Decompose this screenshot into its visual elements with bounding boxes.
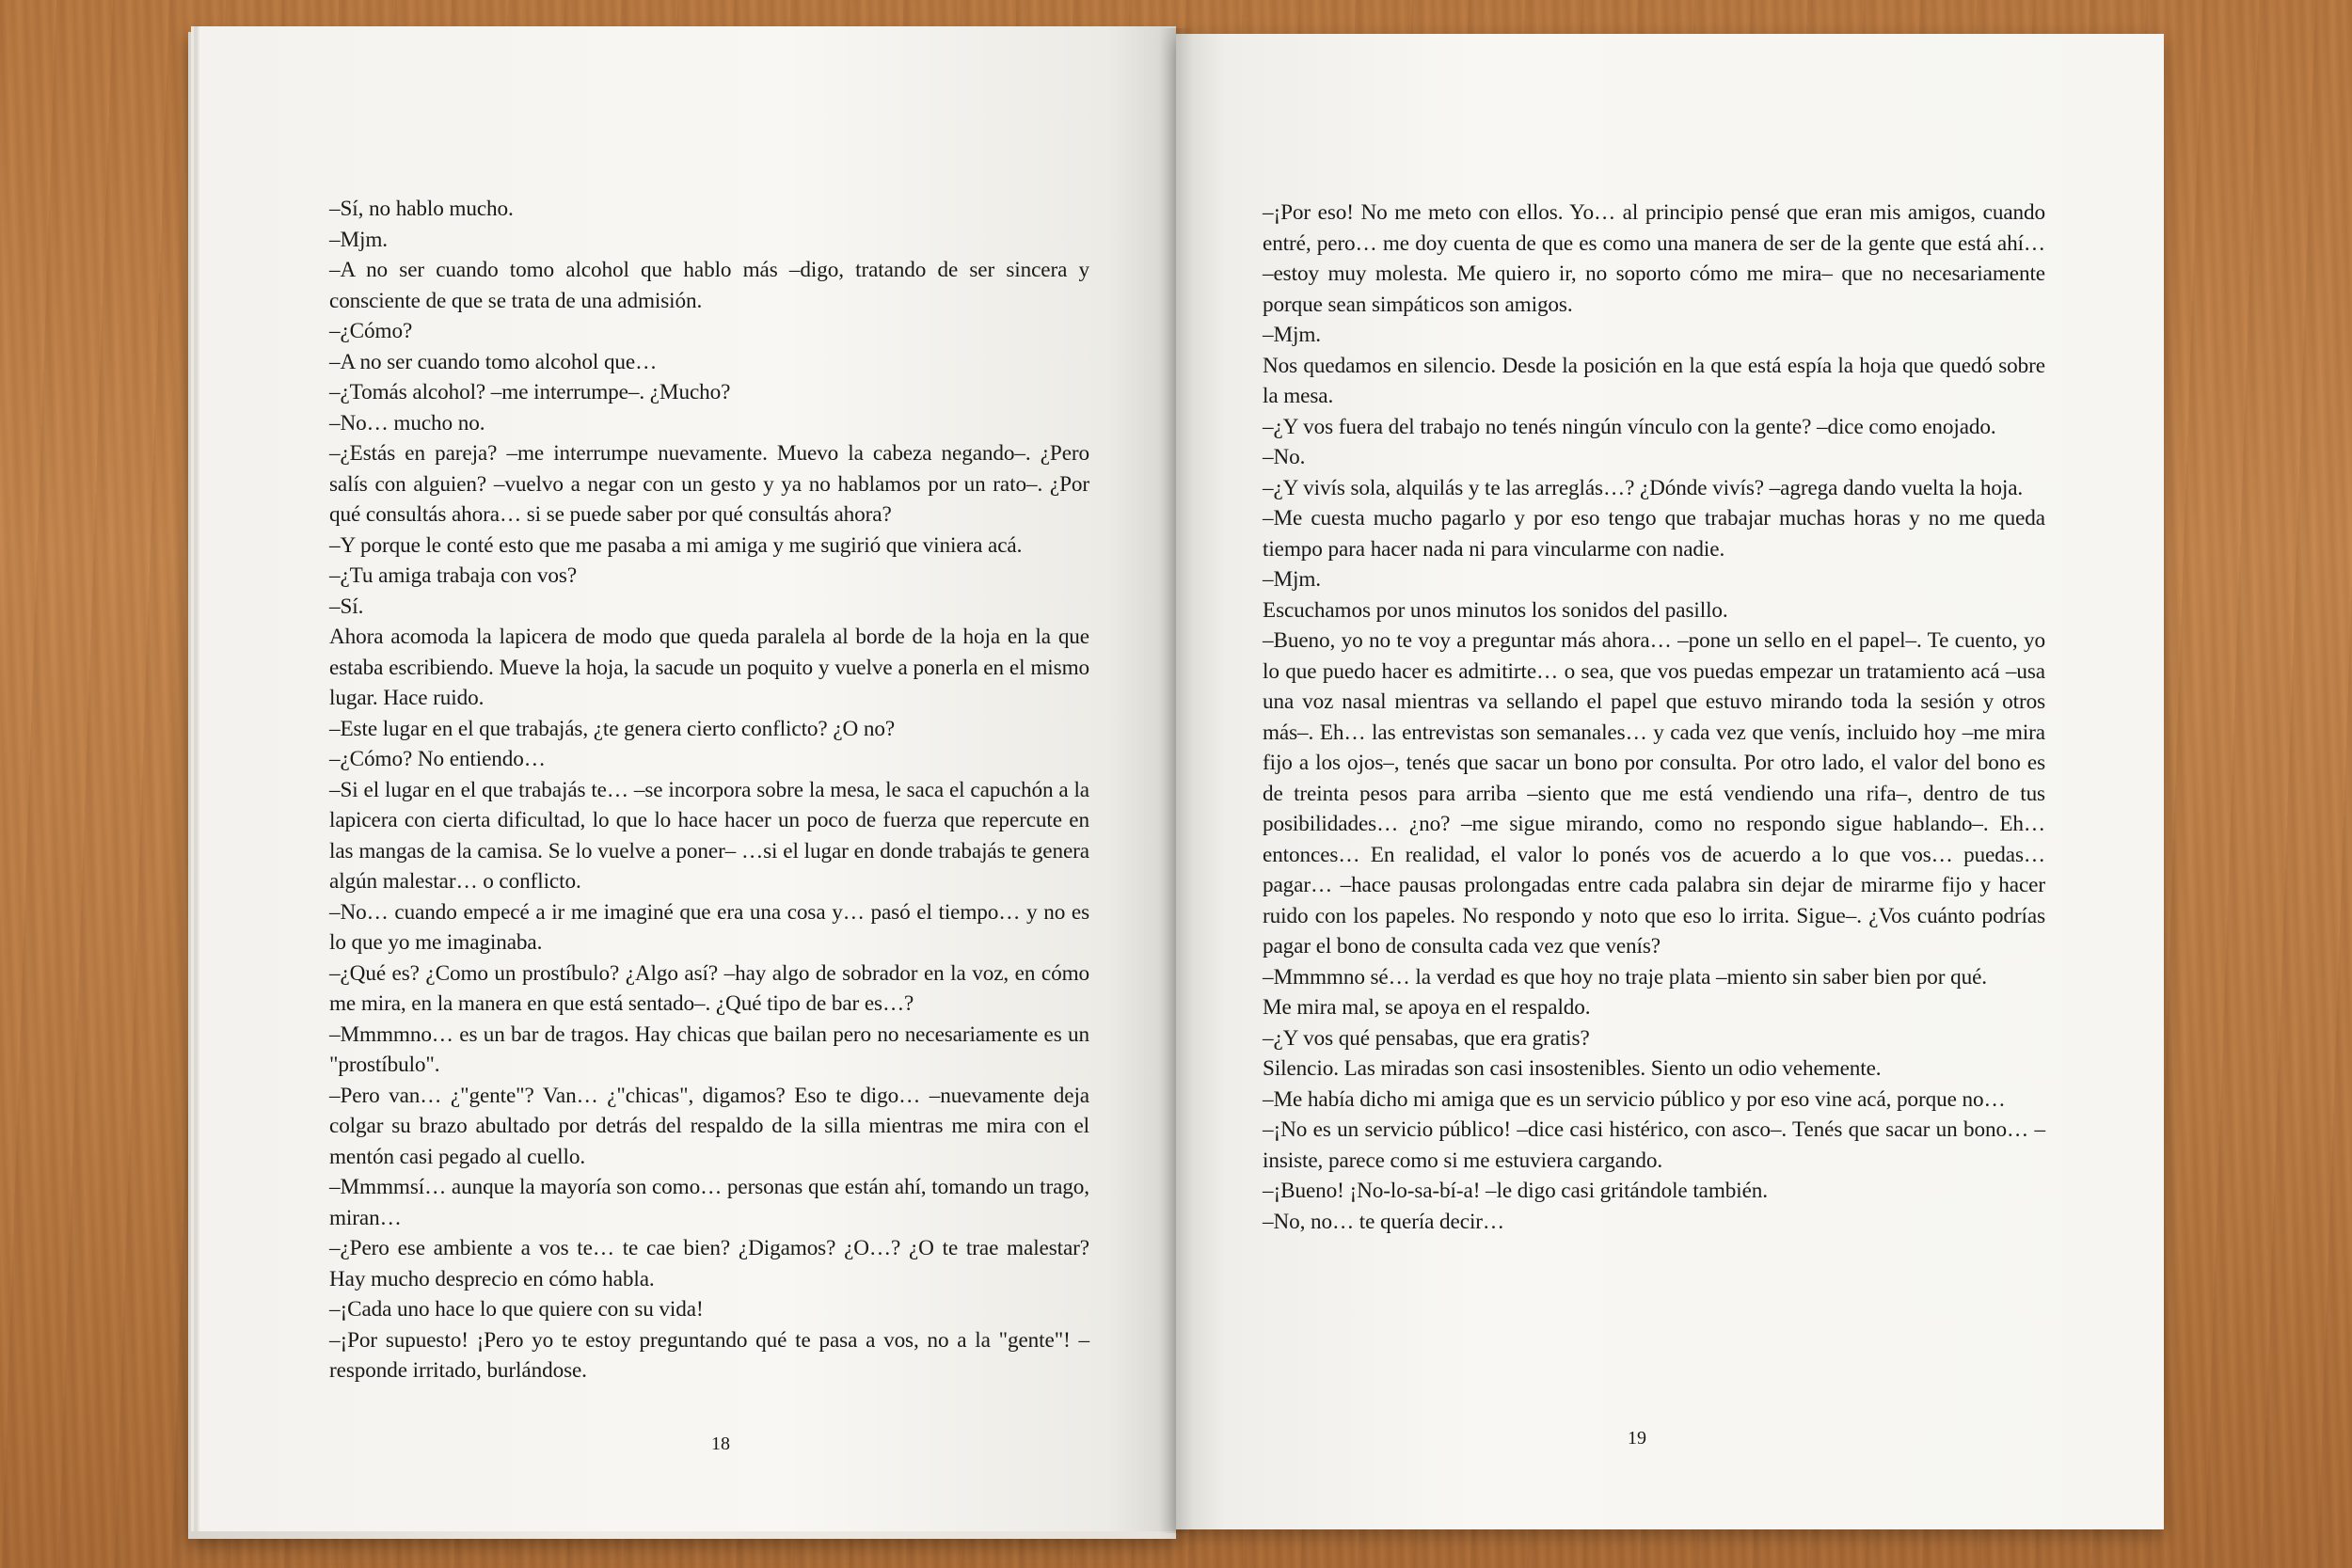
text-line: –¿Qué es? ¿Como un prostíbulo? ¿Algo así? –hay algo de sobrador en la voz, en cómo me mira, en la manera en que está sentado–. ¿Qué tipo de bar es…? <box>329 960 1089 1016</box>
text-line: –¿Tomás alcohol? –me interrumpe–. ¿Mucho? <box>329 380 731 404</box>
text-line: –No, no… te quería decir… <box>1263 1209 1504 1234</box>
text-line: –Mmmmno… es un bar de tragos. Hay chicas que bailan pero no necesariamente es un "prostíbulo". <box>329 1022 1089 1077</box>
text-line: –Sí, no hablo mucho. <box>329 197 514 221</box>
text-line: –A no ser cuando tomo alcohol que… <box>329 349 658 374</box>
text-line: –¿Estás en pareja? –me interrumpe nuevamente. Muevo la cabeza negando–. ¿Pero salís con alguien? –vuelvo a negar con un gesto y ya no hablamos por un rato–. ¿Por qué consultás ahora… si se puede saber por qué consultás ahora? <box>329 441 1089 527</box>
text-line: –Mmmmsí… aunque la mayoría son como… personas que están ahí, tomando un trago, miran… <box>329 1175 1089 1230</box>
right-page-text <box>1263 198 2045 1237</box>
text-line: Nos quedamos en silencio. Desde la posición en la que está espía la hoja que quedó sobre la mesa. <box>1263 353 2045 408</box>
text-line: –Me había dicho mi amiga que es un servicio público y por eso vine acá, porque no… <box>1263 1086 2006 1112</box>
text-line: –¿Tu amiga trabaja con vos? <box>329 563 578 588</box>
text-line: –Pero van… ¿"gente"? Van… ¿"chicas", digamos? Eso te digo… –nuevamente deja colgar su brazo abultado por detrás del respaldo de la silla mientras me mira con el mentón casi pegado al cuello. <box>329 1083 1089 1169</box>
text-line: –¿Cómo? <box>329 319 413 343</box>
text-line: –Mjm. <box>1263 567 1321 592</box>
text-line: –¿Pero ese ambiente a vos te… te cae bien? ¿Digamos? ¿O…? ¿O te trae malestar? Hay mucho desprecio en cómo habla. <box>329 1236 1089 1291</box>
text-line: Me mira mal, se apoya en el respaldo. <box>1263 995 1591 1020</box>
book-gutter <box>1159 28 1193 1533</box>
page-number: 18 <box>711 1433 730 1454</box>
text-line: Ahora acomoda la lapicera de modo que queda paralela al borde de la hoja en la que estaba escribiendo. Mueve la hoja, la sacude un poquito y vuelve a ponerla en el mismo lugar. Hace ruido. <box>329 625 1089 710</box>
text-line: –A no ser cuando tomo alcohol que hablo más –digo, tratando de ser sincera y consciente de que se trata de una admisión. <box>329 258 1089 313</box>
text-line: –No… cuando empecé a ir me imaginé que era una cosa y… pasó el tiempo… y no es lo que yo me imaginaba. <box>329 899 1089 955</box>
text-line: –Sí. <box>329 594 364 619</box>
text-line: –¡Cada uno hace lo que quiere con su vida! <box>329 1297 704 1322</box>
text-line: –No. <box>1263 445 1306 469</box>
text-line: –Mjm. <box>329 227 388 252</box>
text-line: –Bueno, yo no te voy a preguntar más ahora… –pone un sello en el papel–. Te cuento, yo lo que puedo hacer es admitirte… o sea, que vos puedas empezar un tratamiento acá –usa una voz nasal mientras va sellando el papel que estuvo mirando toda la sesión y otros más–. Eh… las entrevistas son semanales… y cada vez que venís, incluido hoy –me mira fijo a los ojos–, tenés que sacar un bono por consulta. Por otro lado, el valor del bono es de treinta pesos para arriba –siento que me está vendiendo una rifa–, dentro de tus posibilidades… ¿no? –me sigue mirando, como no respondo sigue hablando–. Eh… entonces… En realidad, el valor lo ponés vos de acuerdo a lo que vos… puedas… pagar… –hace pausas prolongadas entre cada palabra sin dejar de mirarme fijo y hacer ruido con los papeles. No respondo y noto que eso lo irrita. Sigue–. ¿Vos cuánto podrías pagar el bono de consulta cada vez que venís? <box>1263 628 2045 958</box>
text-line: –¡No es un servicio público! –dice casi histérico, con asco–. Tenés que sacar un bono… –insiste, parece como si me estuviera cargando. <box>1263 1117 2045 1173</box>
text-line: –No… mucho no. <box>329 410 485 436</box>
text-line: Escuchamos por unos minutos los sonidos del pasillo. <box>1263 597 1728 623</box>
text-line: –¿Y vos qué pensabas, que era gratis? <box>1263 1025 1590 1051</box>
text-line: –¡Por supuesto! ¡Pero yo te estoy preguntando qué te pasa a vos, no a la "gente"! –responde irritado, burlándose. <box>329 1327 1089 1383</box>
text-line: –Si el lugar en el que trabajás te… –se incorpora sobre la mesa, le saca el capuchón a la lapicera con cierta dificultad, lo que lo hace hacer un poco de fuerza que repercute en las mangas de la camisa. Se lo vuelve a poner– …si el lugar en donde trabajás te genera algún malestar… o conflicto. <box>329 777 1089 894</box>
text-line: –Este lugar en el que trabajás, ¿te genera cierto conflicto? ¿O no? <box>329 716 896 741</box>
left-page-text <box>329 194 1089 1386</box>
right-page <box>1176 34 2164 1529</box>
text-line: –¡Por eso! No me meto con ellos. Yo… al principio pensé que eran mis amigos, cuando entré, pero… me doy cuenta de que es como una manera de ser de la gente que está ahí… –estoy muy molesta. Me quiero ir, no soporto cómo me mira– que no necesariamente porque sean simpáticos son amigos. <box>1263 200 2045 317</box>
text-line: –¿Cómo? No entiendo… <box>329 747 546 771</box>
text-line: –Y porque le conté esto que me pasaba a mi amiga y me sugirió que viniera acá. <box>329 532 1023 558</box>
text-line: –¿Y vivís sola, alquilás y te las arreglás…? ¿Dónde vivís? –agrega dando vuelta la hoja. <box>1263 475 2024 500</box>
left-page <box>199 26 1176 1531</box>
text-line: –Mjm. <box>1263 323 1321 347</box>
text-line: –¡Bueno! ¡No-lo-sa-bí-a! –le digo casi gritándole también. <box>1263 1179 1769 1203</box>
page-number: 19 <box>1628 1428 1646 1449</box>
text-line: Silencio. Las miradas son casi insostenibles. Siento un odio vehemente. <box>1263 1056 1882 1081</box>
text-line: –Mmmmno sé… la verdad es que hoy no traje plata –miento sin saber bien por qué. <box>1263 964 1987 990</box>
text-line: –¿Y vos fuera del trabajo no tenés ningún vínculo con la gente? –dice como enojado. <box>1263 414 1996 439</box>
text-line: –Me cuesta mucho pagarlo y por eso tengo que trabajar muchas horas y no me queda tiempo para hacer nada ni para vincularme con nadie. <box>1263 506 2045 562</box>
